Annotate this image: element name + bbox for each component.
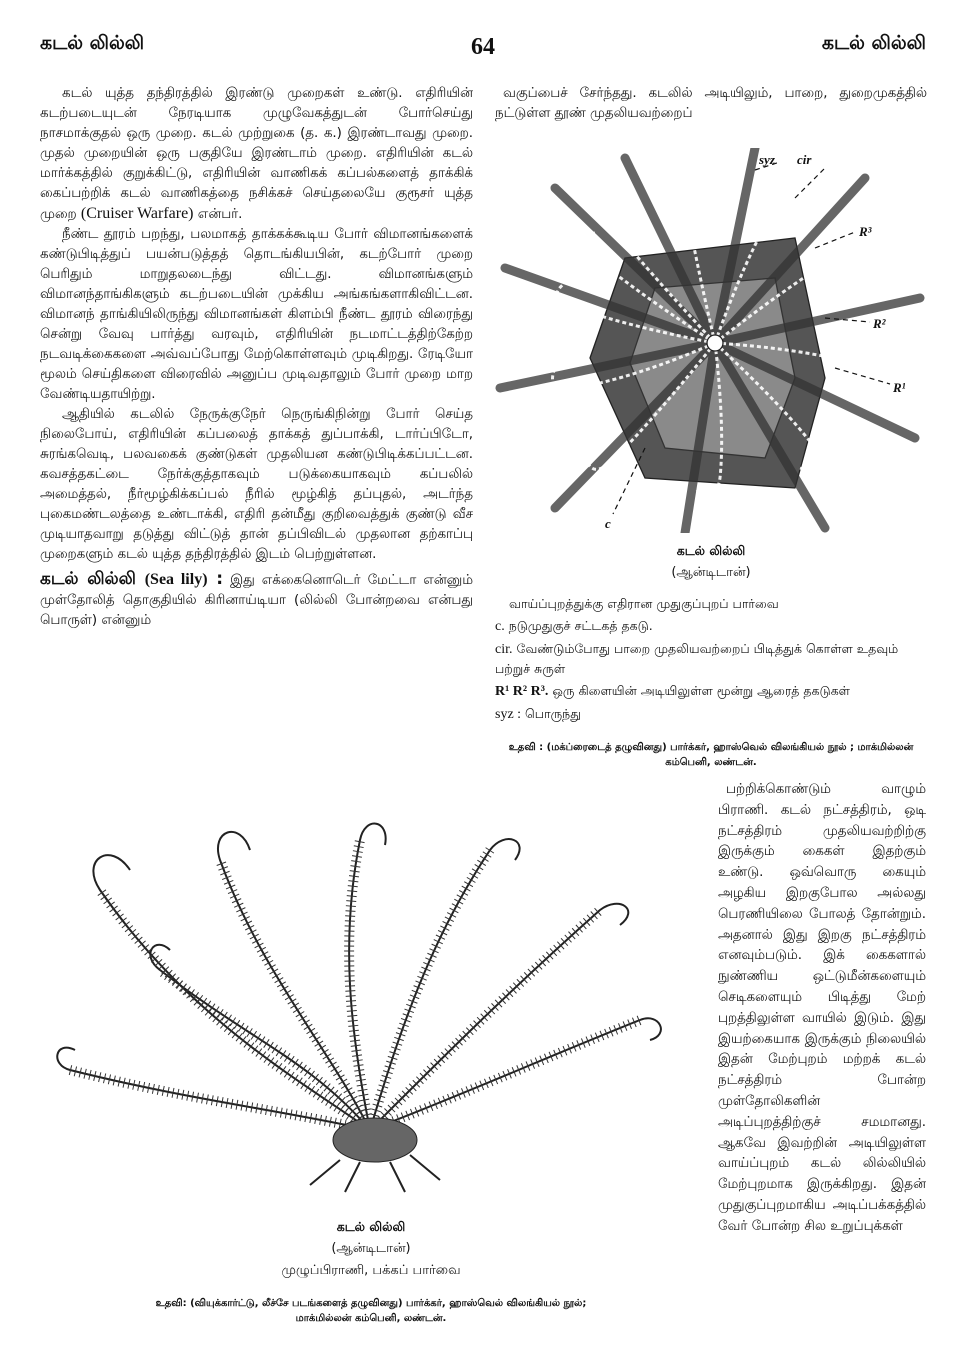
legend-view: வாய்ப்புறத்துக்கு எதிரான முதுகுப்புறப் பார்வை bbox=[509, 596, 779, 611]
label-syz: syz bbox=[759, 152, 775, 167]
entry-term: கடல் லில்லி (Sea lily) : bbox=[40, 569, 224, 589]
label-r3: R³ bbox=[859, 224, 872, 239]
figure1-caption-sub: (ஆன்டிடான்) bbox=[671, 565, 751, 580]
figure-dorsal-view bbox=[495, 148, 927, 533]
figure1-caption-title: கடல் லில்லி bbox=[676, 543, 746, 558]
side-illustration bbox=[57, 824, 661, 1130]
legend-c: c. நடுமுதுகுச் சட்டகத் தகடு. bbox=[495, 618, 653, 634]
legend-cir: cir. வேண்டும்போது பாறை முதலியவற்றைப் பிடித்துக் கொள்ள உதவும் பற்றுச் சுருள் bbox=[495, 641, 899, 676]
paragraph-naval-strategy: கடல் யுத்த தந்திரத்தில் இரண்டு முறைகள் உண்டு. எதிரியின் கடற்படையுடன் நேரடியாக முழுவேகத்துடன் போர்செய்து நாசமாக்குதல் ஒரு முறை. கடல் முற்றுகை (த. க.) இரண்டாவது முறை. முதல் முறையின் ஒரு பகுதியே இரண்டாம் முறை. எதிரியின் கடல் மார்க்கத்தில் குறுக்கிட்டு, எதிரியின் வாணிகக் கப்பல்களைத் தாக்கிக் கைப்பற்றிக் கடல் வாணிகத்தை நசிக்கச் செய்தலையே குரூசர் யுத்த முறை (Cruiser Warfare) என்பர். bbox=[40, 86, 473, 222]
left-column bbox=[40, 84, 473, 631]
dorsal-illustration bbox=[500, 148, 920, 533]
figure2-caption bbox=[40, 1216, 702, 1282]
figure1-legend bbox=[495, 594, 927, 727]
figure-side-view bbox=[40, 800, 702, 1210]
figure1-caption bbox=[495, 540, 927, 584]
header-left-title: கடல் லில்லி bbox=[40, 32, 145, 54]
english-term-cruiser-warfare: (Cruiser Warfare) bbox=[80, 205, 194, 222]
paragraph-continuation: வகுப்பைச் சேர்ந்தது. கடலில் அடியிலும், பாறை, துறைமுகத்தில் நட்டுள்ள தூண் முதலியவற்றைப் bbox=[495, 86, 927, 121]
figure2-caption-sub: (ஆன்டிடான்) bbox=[331, 1241, 411, 1256]
label-r2: R² bbox=[873, 316, 886, 331]
figure2-caption-title: கடல் லில்லி bbox=[336, 1219, 406, 1234]
pinnules bbox=[70, 840, 640, 1130]
entry-sea-lily: கடல் லில்லி (Sea lily) : இது எக்கைனொடெர் மேட்டா என்னும் முள்தோலித் தொகுதியில் கிரினாய்டியா (லில்லி போன்றவை என்பது பொருள்) என்னும் bbox=[40, 569, 473, 628]
legend-r: R¹ R² R³. ஒரு கிளையின் அடியிலுள்ள மூன்று ஆரைத் தகடுகள் bbox=[495, 683, 850, 699]
paragraph-aircraft: நீண்ட தூரம் பறந்து, பலமாகத் தாக்கக்கூடிய போர் விமானங்களைக் கண்டுபிடித்துப் பயன்படுத்தத் தொடங்கியபின், கடற்போர் முறை பெரிதும் மாறுதலடைந்து விட்டது. விமானங்களும் விமானந்தாங்கிகளும் கடற்படையின் முக்கிய அங்கங்களாகிவிட்டன. விமானந் தாங்கியிலிருந்து விமானங்கள் கிளம்பி நீண்ட தூரம் விரைந்து சென்று வேவு பார்த்து வரவும், எதிரியின் நடமாட்டத்திற்கேற்ற நடவடிக்கைகளை அவ்வப்போது மேற்கொள்ளவும் முடிகிறது. ரேடியோ மூலம் செய்திகளை விரைவில் அனுப்ப முடிவதாலும் போர் முறை மாற வேண்டியதாயிற்று. bbox=[40, 227, 473, 402]
figure2-caption-desc: முழுப்பிராணி, பக்கப் பார்வை bbox=[281, 1263, 461, 1278]
figure2-source: உதவி: (வியுக்கார்ட்டு, லீச்சே படங்களைத் தழுவினது) பார்க்கர், ஹாஸ்வெல் விலங்கியல் நூல்; மாக்மில்லன் கம்பெனி, லண்டன். bbox=[155, 1298, 587, 1324]
label-cir: cir bbox=[797, 152, 812, 167]
label-c: c bbox=[605, 516, 611, 531]
right-bottom-text bbox=[718, 780, 926, 1238]
label-r1: R¹ bbox=[893, 380, 906, 395]
paragraph-sea-lily-description: பற்றிக்கொண்டும் வாழும் பிராணி. கடல் நட்சத்திரம், ஒடி நட்சத்திரம் முதலியவற்றிற்கு இருக்கும் கைகள் இதற்கும் உண்டு. ஒவ்வொரு கையும் அழகிய இறகுபோல அல்லது பெரணியிலை போலத் தோன்றும். அதனால் இது இறகு நட்சத்திரம் எனவும்படும். இக் கைகளால் நுண்ணிய ஒட்டுமீன்களையும் செடிகளையும் பிடித்து மேற் புறத்திலுள்ள வாயில் இடும். இது இயற்கையாக இருக்கும் நிலையில் இதன் மேற்புறம் மற்றக் கடல் நட்சத்திரம் போன்ற முள்தோலிகளின் அடிப்புறத்திற்குச் சமமானது. ஆகவே இவற்றின் அடியிலுள்ள வாய்ப்புறம் கடல் லில்லியில் மேற்புறமாக இருக்கிறது. இதன் முதுகுப்புறமாகிய அடிப்பக்கத்தில் வேர் போன்ற சில உறுப்புக்கள் bbox=[718, 782, 926, 1234]
right-top-text bbox=[495, 84, 927, 124]
figure1-source: உதவி : (மக்ப்ரைடைத் தழுவினது) பார்க்கர், ஹாஸ்வெல் விலங்கியல் நூல் ; மாக்மில்லன் கம்பெனி, லண்டன். bbox=[508, 742, 914, 768]
paragraph-defence: ஆதியில் கடலில் நேருக்குநேர் நெருங்கிநின்று போர் செய்த நிலைபோய், எதிரியின் கப்பலைத் தாக்கத் துப்பாக்கி, டார்ப்பிடோ, சுரங்கவெடி, பலவகைக் குண்டுகள் முதலியன கண்டுபிடிக்கப்பட்டன. கவசத்தகட்டை நேர்க்குத்தாகவும் படுக்கையாகவும் கப்பலில் அமைத்தல், நீர்மூழ்கிக்கப்பல் நீரில் மூழ்கித் தப்புதல், அடர்ந்த புகைமண்டலத்தை உண்டாக்கி, எதிரி தன்மீது குறிவைத்துக் குண்டு வீச முடியாதவாறு தடுத்து விட்டுத் தான் தப்பிவிடல் முதலான தற்காப்பு முறைகளும் கடல் யுத்த தந்திரத்தில் இடம் பெற்றுள்ளன. bbox=[40, 407, 473, 562]
page-number: 64 bbox=[471, 34, 495, 60]
legend-syz: syz : பொருந்து bbox=[495, 706, 582, 722]
header-right-title: கடல் லில்லி bbox=[821, 32, 926, 54]
